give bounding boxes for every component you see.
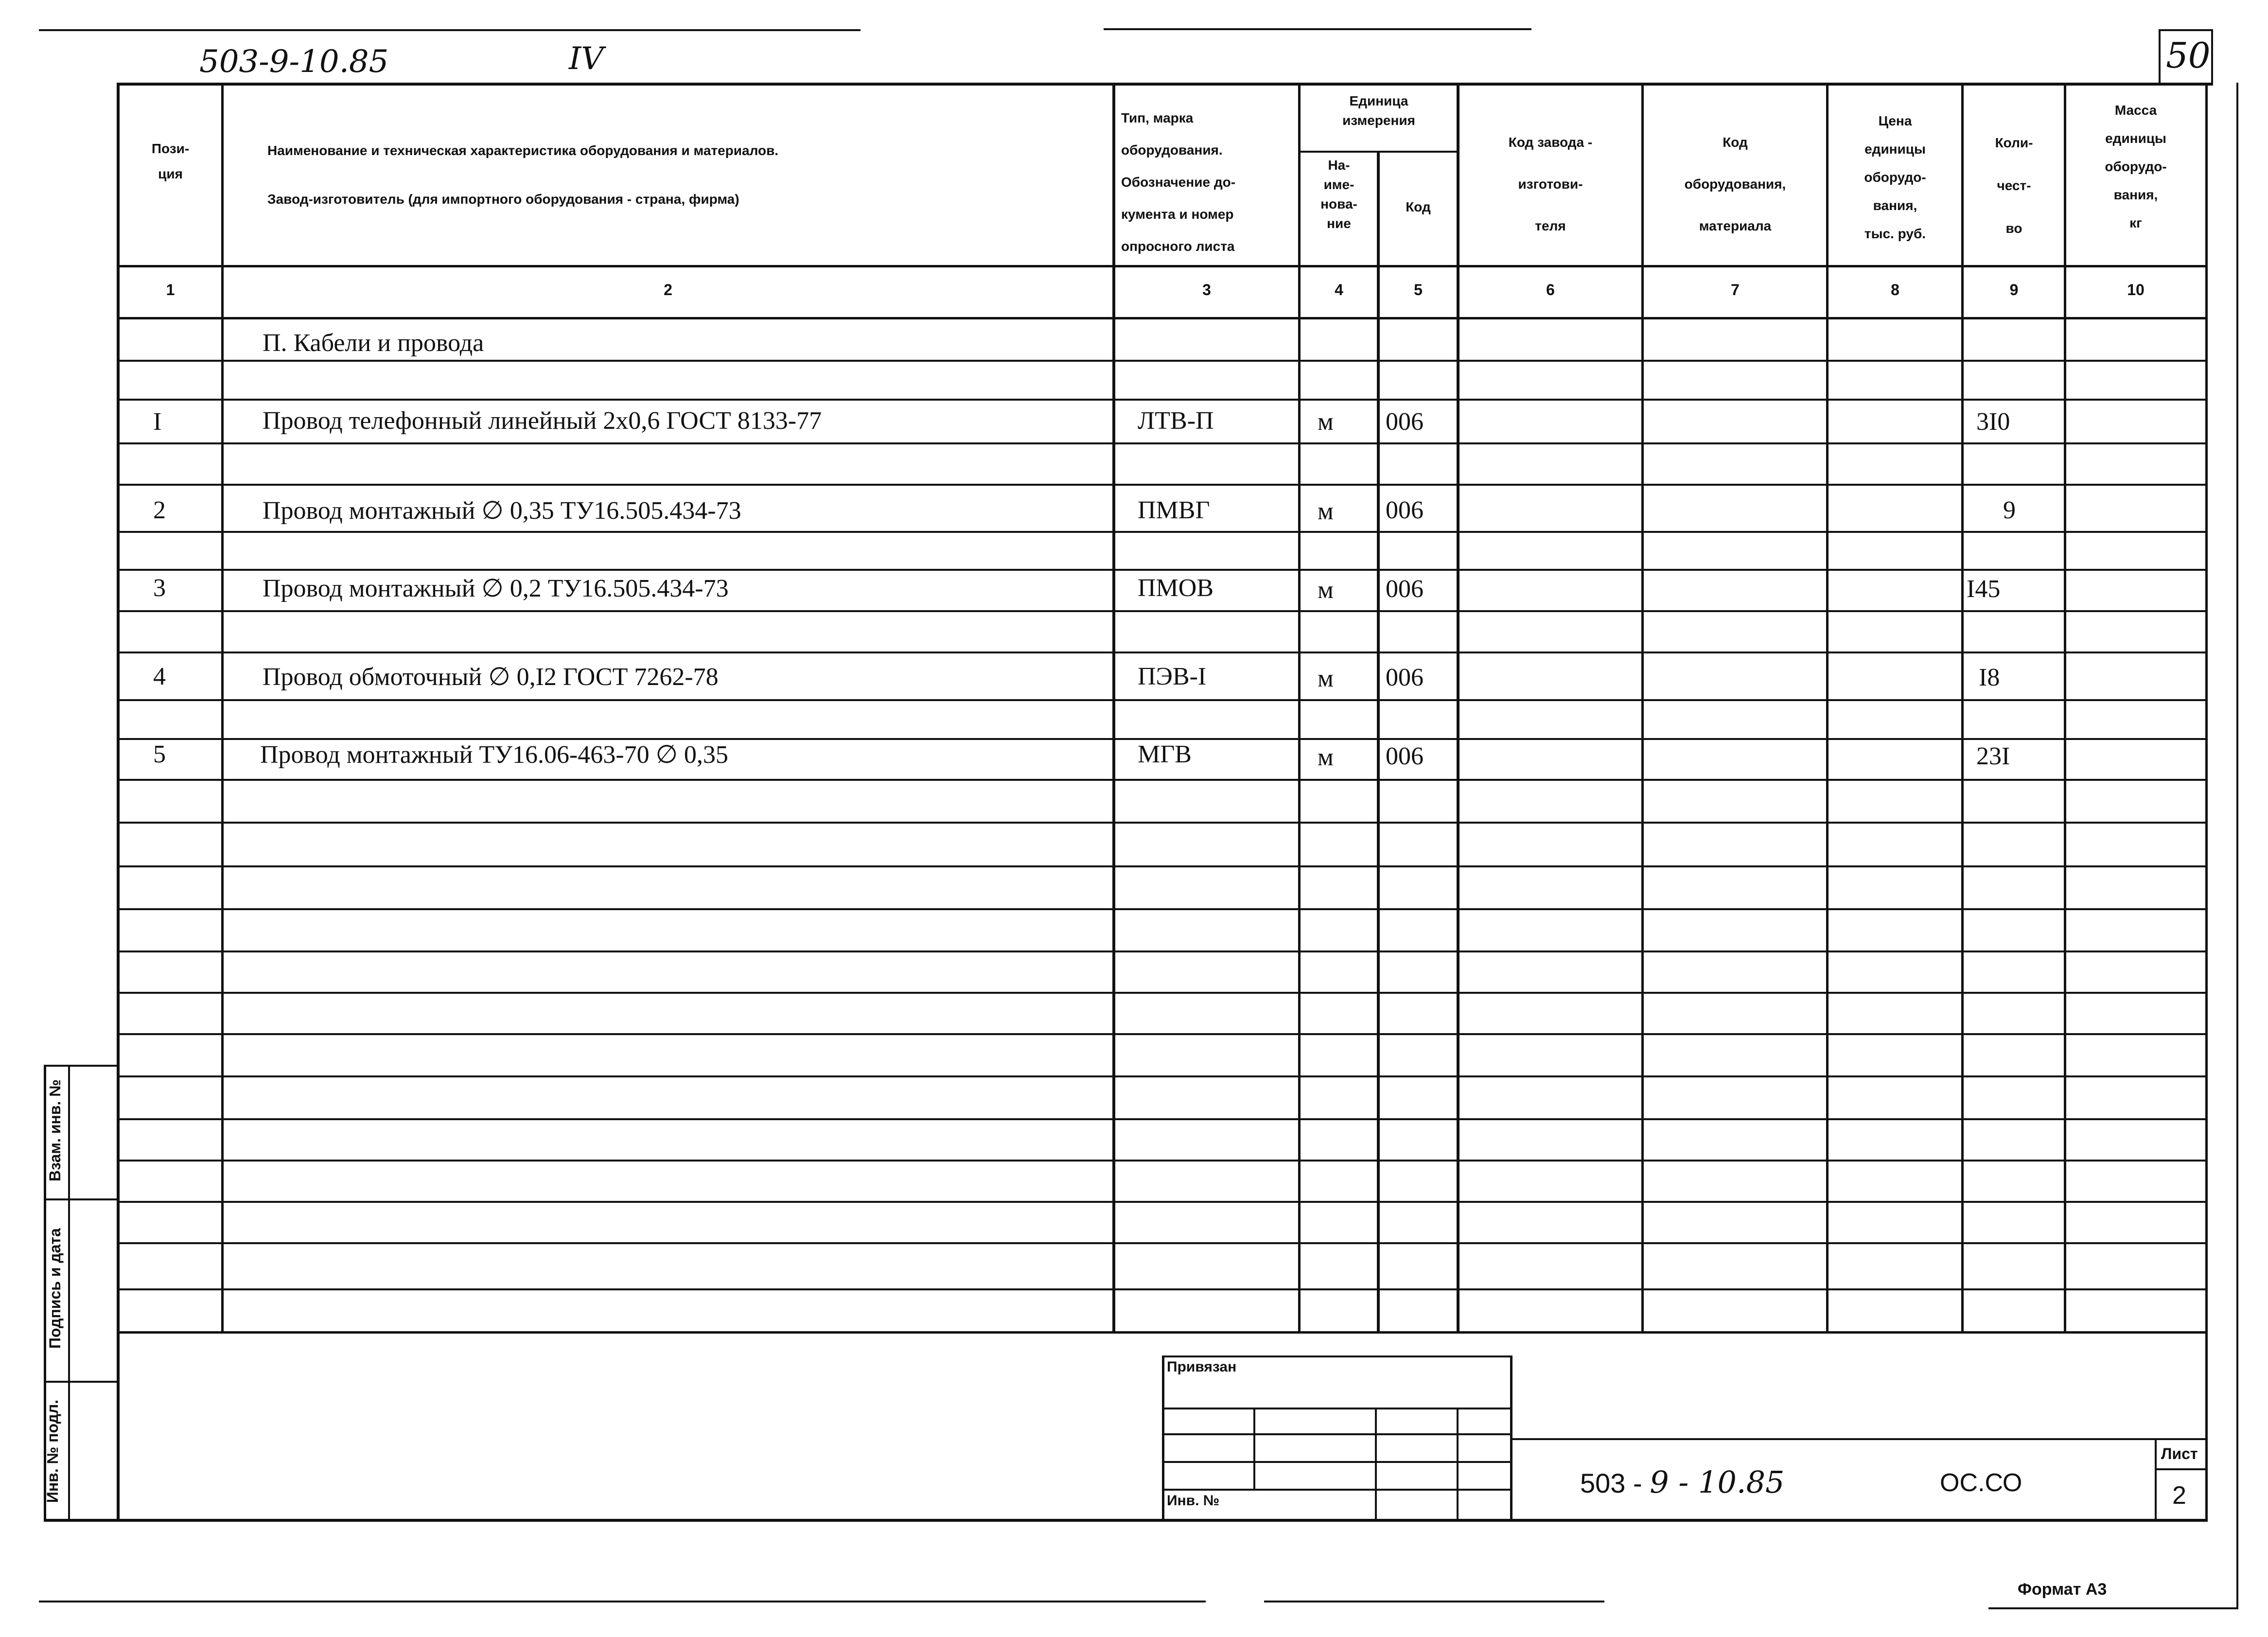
album-mark: IV bbox=[569, 41, 604, 77]
row-line bbox=[117, 484, 2205, 486]
row-line bbox=[117, 1242, 2205, 1244]
frame-top bbox=[117, 83, 2213, 86]
row-1-name: Провод телефонный линейный 2х0,6 ГОСТ 8133-77 bbox=[263, 407, 822, 435]
row-4-pos: 4 bbox=[153, 663, 166, 690]
row-line bbox=[117, 908, 2205, 910]
row-5-qty: 23I bbox=[1976, 742, 2010, 770]
tb-priv-row-2 bbox=[1162, 1433, 1512, 1435]
tb-priv-top bbox=[1162, 1355, 1512, 1357]
tb-doc-suffix: ОС.СО bbox=[1940, 1469, 2022, 1497]
page-number: 50 bbox=[2166, 35, 2211, 76]
col-num-4: 4 bbox=[1335, 281, 1343, 299]
row-3-name: Провод монтажный ∅ 0,2 ТУ16.505.434-73 bbox=[263, 575, 729, 602]
header-col-1: Пози- ция bbox=[151, 141, 190, 181]
frame-left bbox=[117, 83, 120, 1522]
row-5-pos: 5 bbox=[153, 740, 166, 768]
col-line-3 bbox=[1298, 83, 1301, 1332]
row-line bbox=[117, 951, 2205, 952]
row-line bbox=[117, 531, 2205, 533]
row-4-qty: I8 bbox=[1979, 664, 2000, 691]
header-col-3: Тип, марка оборудования. Обозначение до- кумента и номер опросного листа bbox=[1121, 110, 1236, 254]
row-3-pos: 3 bbox=[153, 574, 166, 602]
frame-right bbox=[2205, 83, 2208, 1522]
row-line bbox=[117, 1160, 2205, 1162]
row-line bbox=[117, 399, 2205, 401]
row-1-pos: I bbox=[153, 408, 162, 436]
frame-bottom bbox=[44, 1519, 2207, 1522]
col-num-1: 1 bbox=[166, 281, 175, 299]
row-4-name: Провод обмоточный ∅ 0,I2 ГОСТ 7262-78 bbox=[263, 663, 719, 691]
row-5-unit: м bbox=[1318, 743, 1334, 771]
row-3-code: 006 bbox=[1386, 575, 1424, 603]
tb-doc-code bbox=[1580, 1464, 1785, 1500]
page-box-top bbox=[2159, 29, 2213, 31]
row-line bbox=[117, 699, 2205, 701]
row-line bbox=[117, 651, 2205, 653]
outer-bottom-edge bbox=[1988, 1607, 2236, 1609]
outer-right-edge bbox=[2236, 83, 2238, 1609]
top-edge-line-right bbox=[1104, 28, 1531, 30]
side-inv-sub: Инв. № подл. bbox=[44, 1399, 61, 1503]
number-row-bottom-line bbox=[117, 317, 2205, 319]
header-col-2: Наименование и техническая характеристика оборудования и материалов. Завод-изготовитель (для импортного оборудования - страна, фирма) bbox=[267, 143, 779, 207]
tb-priv-row-3 bbox=[1162, 1461, 1512, 1463]
col-line-6 bbox=[1641, 83, 1644, 1332]
col-num-8: 8 bbox=[1891, 281, 1899, 299]
col-line-8 bbox=[1961, 83, 1964, 1332]
row-5-type: МГВ bbox=[1138, 740, 1192, 768]
tb-priv-row-1 bbox=[1162, 1408, 1512, 1409]
col-num-3: 3 bbox=[1202, 281, 1211, 299]
header-col-9: Коли- чест- во bbox=[1995, 135, 2033, 236]
tb-priv-col-3 bbox=[1457, 1408, 1459, 1521]
header-col-6: Код завода - изготови- теля bbox=[1508, 135, 1593, 233]
row-2-qty: 9 bbox=[2003, 496, 2016, 524]
header-col-7: Код оборудования, материала bbox=[1684, 135, 1786, 233]
col-num-10: 10 bbox=[2127, 281, 2145, 299]
row-line bbox=[117, 1118, 2205, 1120]
header-col-4: На- име- нова- ние bbox=[1320, 158, 1357, 231]
row-line bbox=[117, 1201, 2205, 1203]
row-5-code: 006 bbox=[1386, 742, 1424, 770]
row-line bbox=[117, 822, 2205, 824]
row-4-unit: м bbox=[1318, 665, 1334, 692]
row-3-unit: м bbox=[1318, 576, 1334, 604]
row-1-unit: м bbox=[1318, 408, 1334, 436]
row-line bbox=[117, 610, 2205, 612]
table-bottom-line bbox=[117, 1331, 2205, 1334]
section-title: П. Кабели и провода bbox=[263, 329, 484, 357]
header-col-8: Цена единицы оборудо- вания, тыс. руб. bbox=[1864, 113, 1926, 241]
header-bottom-line bbox=[117, 265, 2205, 267]
side-stamp-mid bbox=[68, 1065, 70, 1522]
tb-sheet-label: Лист bbox=[2161, 1445, 2198, 1462]
col-line-7 bbox=[1826, 83, 1828, 1332]
col-num-6: 6 bbox=[1546, 281, 1555, 299]
row-1-type: ЛТВ-П bbox=[1138, 407, 1214, 435]
row-3-type: ПМОВ bbox=[1138, 574, 1214, 602]
row-2-pos: 2 bbox=[153, 496, 166, 524]
unit-group-line bbox=[1298, 151, 1459, 153]
side-sign-date: Подпись и дата bbox=[46, 1228, 64, 1349]
row-1-qty: 3I0 bbox=[1976, 408, 2010, 436]
row-line bbox=[117, 442, 2205, 444]
col-num-9: 9 bbox=[2009, 281, 2019, 299]
bottom-edge-line bbox=[39, 1601, 1206, 1602]
row-2-name: Провод монтажный ∅ 0,35 ТУ16.505.434-73 bbox=[263, 497, 741, 525]
col-line-5 bbox=[1457, 83, 1459, 1332]
tb-priv-col-2 bbox=[1375, 1408, 1377, 1521]
row-line bbox=[117, 569, 2205, 571]
header-col-5: Код bbox=[1406, 199, 1431, 214]
row-line bbox=[117, 992, 2205, 994]
col-line-4 bbox=[1377, 151, 1380, 1332]
tb-sheet-div bbox=[2155, 1468, 2207, 1470]
row-line bbox=[117, 779, 2205, 781]
tb-doc-hand: 9 - 10.85 bbox=[1650, 1464, 1785, 1500]
row-2-code: 006 bbox=[1386, 496, 1424, 524]
row-line bbox=[117, 1033, 2205, 1035]
row-line bbox=[117, 865, 2205, 867]
col-line-9 bbox=[2064, 83, 2066, 1332]
row-2-unit: м bbox=[1318, 497, 1334, 525]
row-line bbox=[117, 360, 2205, 362]
col-num-7: 7 bbox=[1731, 281, 1740, 299]
col-num-5: 5 bbox=[1414, 281, 1423, 299]
format-label: Формат А3 bbox=[2018, 1580, 2107, 1599]
row-1-code: 006 bbox=[1386, 408, 1424, 436]
row-line bbox=[117, 1075, 2205, 1077]
row-4-type: ПЭВ-I bbox=[1138, 663, 1207, 690]
header-unit-group: Единица измерения bbox=[1342, 93, 1415, 128]
row-5-name: Провод монтажный ТУ16.06-463-70 ∅ 0,35 bbox=[260, 741, 728, 769]
col-line-1 bbox=[221, 83, 224, 1332]
tb-priv-col-1 bbox=[1253, 1408, 1255, 1490]
tb-inv-label: Инв. № bbox=[1167, 1493, 1220, 1509]
header-col-10: Масса единицы оборудо- вания, кг bbox=[2105, 103, 2167, 230]
row-3-qty: I45 bbox=[1967, 575, 2001, 603]
tb-priv-row-4 bbox=[1162, 1489, 1512, 1491]
side-vzam-inv: Взам. инв. № bbox=[46, 1079, 64, 1181]
top-edge-line-left bbox=[39, 29, 861, 31]
page-box-right bbox=[2211, 29, 2213, 84]
bottom-edge-line-2 bbox=[1264, 1601, 1604, 1602]
tb-privyazan-label: Привязан bbox=[1167, 1359, 1237, 1375]
row-4-code: 006 bbox=[1386, 664, 1424, 691]
col-line-2 bbox=[1112, 83, 1115, 1332]
doc-code-handwritten: 503-9-10.85 bbox=[199, 44, 389, 80]
page-box-left bbox=[2159, 29, 2161, 84]
tb-sheet-value: 2 bbox=[2172, 1481, 2186, 1510]
row-line bbox=[117, 1288, 2205, 1290]
tb-designation-top bbox=[1512, 1438, 2207, 1440]
row-2-type: ПМВГ bbox=[1138, 496, 1210, 524]
tb-priv-left bbox=[1162, 1355, 1164, 1521]
col-num-2: 2 bbox=[664, 281, 672, 299]
tb-doc-prefix: 503 - bbox=[1580, 1468, 1650, 1498]
tb-sheet-left bbox=[2155, 1438, 2157, 1521]
